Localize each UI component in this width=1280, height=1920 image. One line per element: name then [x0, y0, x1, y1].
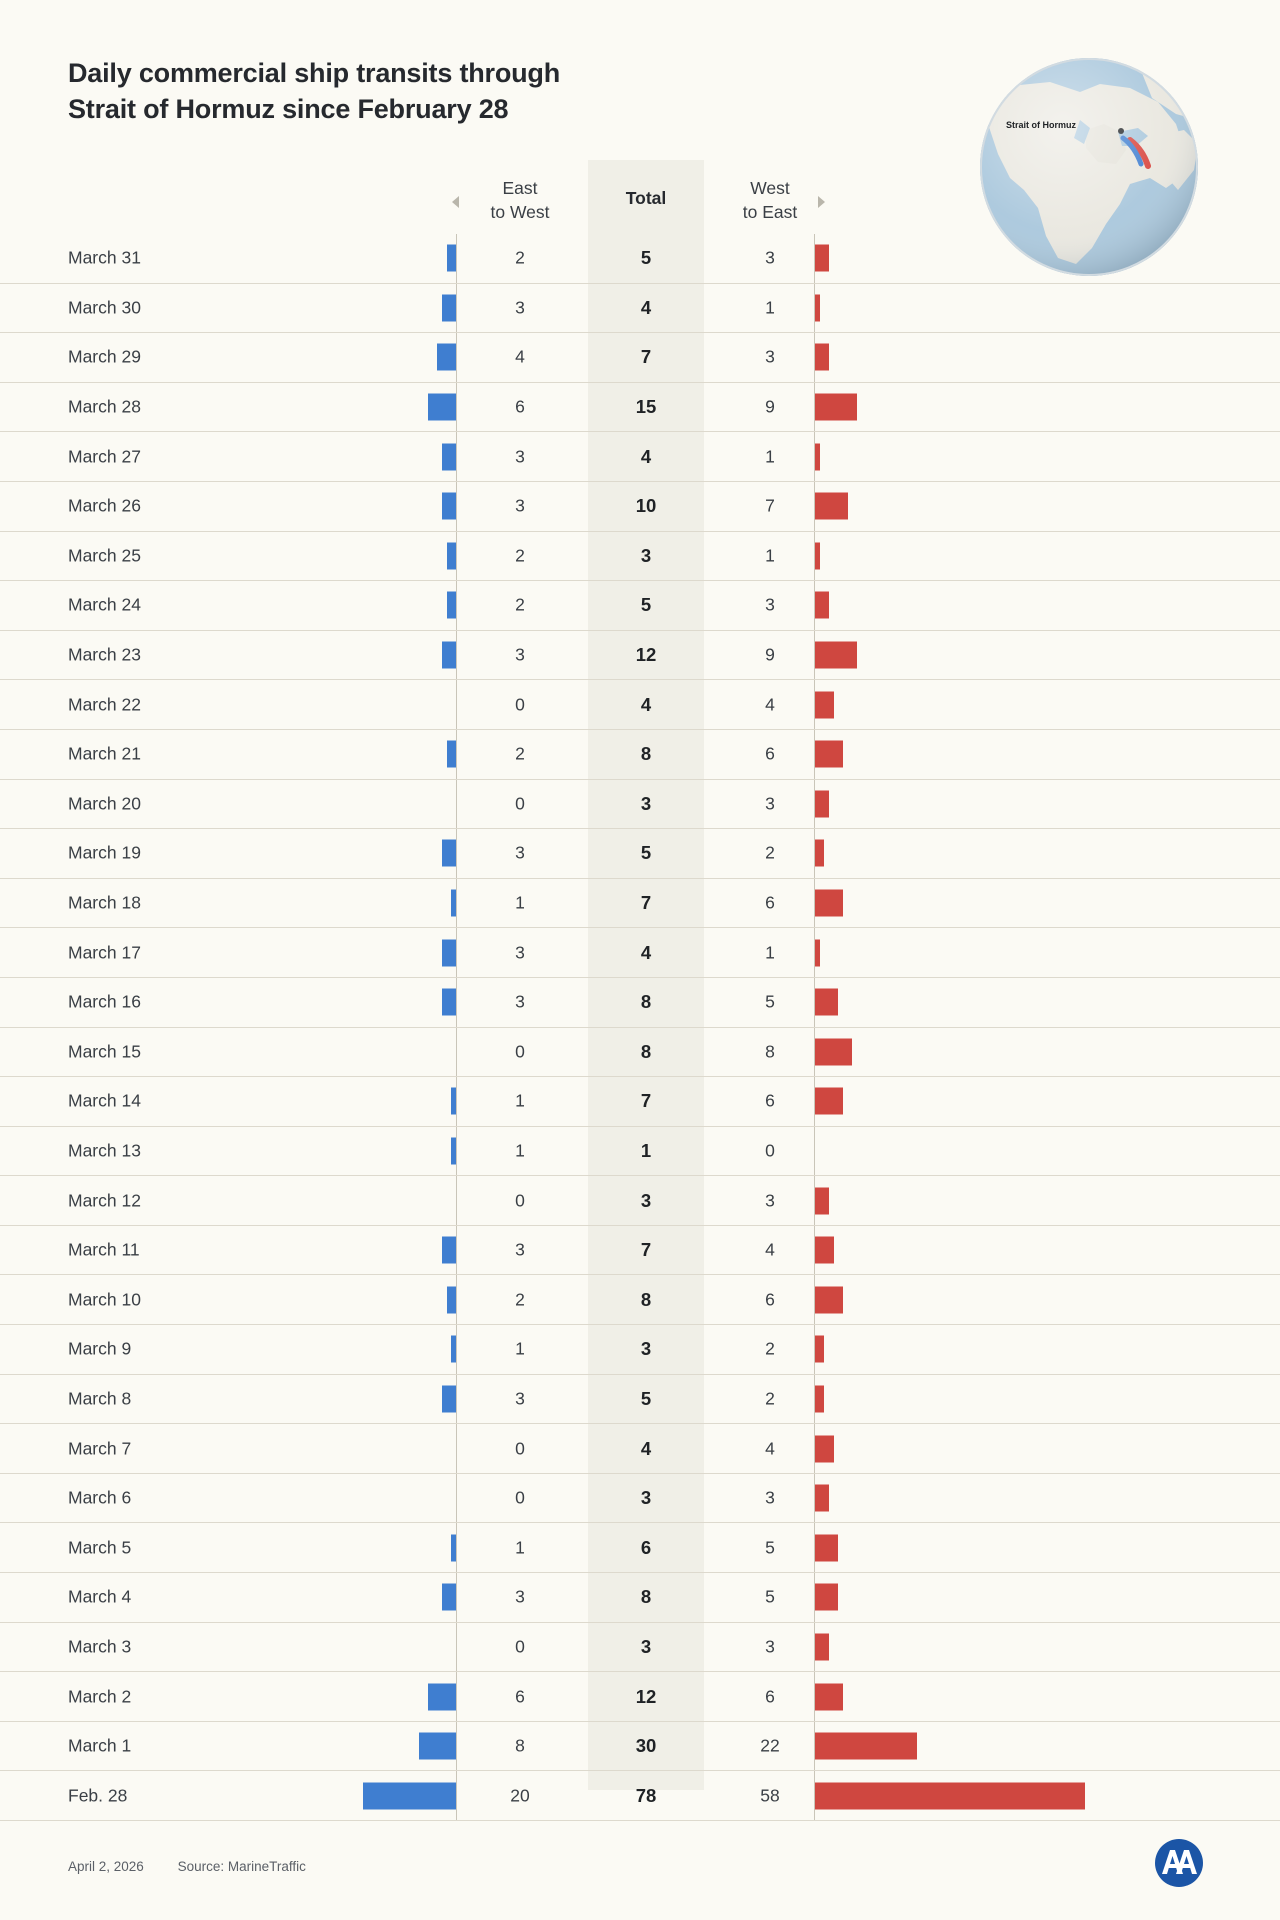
axis-line-left	[456, 1226, 457, 1275]
table-row	[0, 1722, 1280, 1772]
table-row	[0, 1523, 1280, 1573]
value-total: 8	[640, 743, 652, 765]
row-date-label: March 3	[68, 1636, 132, 1657]
aa-logo-svg	[1148, 1838, 1210, 1888]
value-east-to-west: 3	[515, 991, 525, 1012]
axis-line-left	[456, 1028, 457, 1077]
bar-east-to-west	[419, 1733, 456, 1760]
row-date-label: March 2	[68, 1686, 132, 1707]
bar-east-to-west	[442, 840, 456, 867]
value-total: 7	[640, 892, 652, 914]
title-line-1: Daily commercial ship transits through	[68, 58, 561, 88]
axis-line-left	[456, 333, 457, 382]
value-total: 12	[635, 644, 657, 666]
row-date-label: March 6	[68, 1487, 132, 1508]
value-east-to-west: 3	[515, 942, 525, 963]
bar-east-to-west	[428, 394, 456, 421]
bar-east-to-west	[442, 493, 456, 520]
table-row	[0, 879, 1280, 929]
value-west-to-east: 1	[765, 942, 775, 963]
data-table	[0, 234, 1280, 1821]
title-line-2: Strait of Hormuz since February 28	[68, 94, 509, 125]
value-east-to-west: 0	[515, 1636, 525, 1657]
bar-east-to-west	[451, 1336, 456, 1363]
bar-east-to-west	[442, 939, 456, 966]
value-total: 4	[640, 693, 652, 715]
table-row	[0, 432, 1280, 482]
value-total: 5	[640, 247, 652, 269]
value-total: 7	[640, 1239, 652, 1261]
value-east-to-west: 0	[515, 1487, 525, 1508]
value-total: 3	[640, 1487, 652, 1509]
column-headers	[0, 168, 1280, 230]
axis-line-left	[456, 1127, 457, 1176]
value-total: 3	[640, 1635, 652, 1657]
value-total: 4	[640, 296, 652, 318]
axis-line-left	[456, 1424, 457, 1473]
value-total: 4	[640, 941, 652, 963]
value-west-to-east: 5	[765, 1586, 775, 1607]
row-date-label: March 28	[68, 396, 141, 417]
table-row	[0, 1623, 1280, 1673]
table-row	[0, 1771, 1280, 1821]
value-west-to-east: 3	[765, 793, 775, 814]
axis-line-left	[456, 1275, 457, 1324]
value-east-to-west: 8	[515, 1735, 525, 1756]
value-west-to-east: 58	[760, 1785, 780, 1806]
table-row	[0, 482, 1280, 532]
row-date-label: March 7	[68, 1438, 132, 1459]
bar-east-to-west	[428, 1683, 456, 1710]
arrow-right-icon	[818, 196, 825, 208]
bar-east-to-west	[442, 642, 456, 669]
bar-east-to-west	[442, 1584, 456, 1611]
table-row	[0, 928, 1280, 978]
table-row	[0, 829, 1280, 879]
bar-east-to-west	[447, 245, 456, 272]
header-total: Total	[625, 188, 667, 208]
value-west-to-east: 5	[765, 991, 775, 1012]
value-west-to-east: 1	[765, 446, 775, 467]
value-total: 6	[640, 1536, 652, 1558]
axis-line-left	[456, 928, 457, 977]
table-row	[0, 333, 1280, 383]
table-row	[0, 1275, 1280, 1325]
row-date-label: March 30	[68, 297, 141, 318]
axis-line-left	[456, 1672, 457, 1721]
value-west-to-east: 2	[765, 1338, 775, 1359]
value-west-to-east: 6	[765, 1090, 775, 1111]
axis-line-left	[456, 978, 457, 1027]
axis-line-left	[456, 432, 457, 481]
value-west-to-east: 0	[765, 1140, 775, 1161]
value-east-to-west: 1	[515, 1338, 525, 1359]
globe-label: Strait of Hormuz	[1006, 120, 1077, 130]
value-west-to-east: 3	[765, 346, 775, 367]
row-date-label: March 27	[68, 446, 141, 467]
axis-line-left	[456, 1722, 457, 1771]
aa-logo	[1148, 1838, 1210, 1888]
table-row	[0, 581, 1280, 631]
value-east-to-west: 3	[515, 495, 525, 516]
value-west-to-east: 4	[765, 1438, 775, 1459]
arrow-left-icon	[452, 196, 459, 208]
value-west-to-east: 7	[765, 495, 775, 516]
value-east-to-west: 0	[515, 1438, 525, 1459]
bar-east-to-west	[442, 989, 456, 1016]
bar-east-to-west	[442, 443, 456, 470]
table-row	[0, 1127, 1280, 1177]
table-row	[0, 1176, 1280, 1226]
axis-line-left	[456, 730, 457, 779]
axis-line-left	[456, 1623, 457, 1672]
bar-east-to-west	[447, 1286, 456, 1313]
axis-line-left	[456, 780, 457, 829]
footer-source: Source: MarineTraffic	[177, 1859, 306, 1874]
table-row	[0, 1424, 1280, 1474]
row-date-label: Feb. 28	[68, 1785, 128, 1806]
row-date-label: March 17	[68, 942, 141, 963]
value-total: 78	[635, 1784, 657, 1806]
value-total: 12	[635, 1685, 657, 1707]
header-east-to-west	[460, 176, 580, 224]
value-east-to-west: 20	[510, 1785, 530, 1806]
axis-line-left	[456, 829, 457, 878]
axis-line-left	[456, 680, 457, 729]
value-west-to-east: 8	[765, 1041, 775, 1062]
value-west-to-east: 3	[765, 1636, 775, 1657]
axis-line-left	[456, 234, 457, 283]
value-west-to-east: 6	[765, 1289, 775, 1310]
value-east-to-west: 3	[515, 297, 525, 318]
row-date-label: March 23	[68, 644, 141, 665]
axis-line-left	[456, 1474, 457, 1523]
footer	[68, 1859, 306, 1874]
table-row	[0, 383, 1280, 433]
value-east-to-west: 6	[515, 1686, 525, 1707]
table-row	[0, 532, 1280, 582]
value-east-to-west: 1	[515, 1090, 525, 1111]
bar-east-to-west	[451, 1137, 456, 1164]
value-west-to-east: 4	[765, 1239, 775, 1260]
row-date-label: March 19	[68, 842, 141, 863]
row-date-label: March 14	[68, 1090, 141, 1111]
value-west-to-east: 2	[765, 1388, 775, 1409]
row-date-label: March 4	[68, 1586, 132, 1607]
axis-line-left	[456, 1573, 457, 1622]
value-total: 3	[640, 792, 652, 814]
value-east-to-west: 1	[515, 1140, 525, 1161]
axis-line-left	[456, 1077, 457, 1126]
value-west-to-east: 6	[765, 743, 775, 764]
value-total: 5	[640, 842, 652, 864]
bar-east-to-west	[363, 1782, 456, 1809]
value-east-to-west: 0	[515, 1041, 525, 1062]
axis-line-left	[456, 1523, 457, 1572]
value-total: 10	[635, 495, 657, 517]
axis-line-left	[456, 383, 457, 432]
bar-east-to-west	[442, 294, 456, 321]
bar-east-to-west	[451, 1534, 456, 1561]
bar-east-to-west	[447, 741, 456, 768]
value-west-to-east: 22	[760, 1735, 780, 1756]
value-east-to-west: 0	[515, 694, 525, 715]
value-total: 15	[635, 396, 657, 418]
table-row	[0, 1077, 1280, 1127]
value-total: 3	[640, 1189, 652, 1211]
axis-line-left	[456, 1771, 457, 1820]
bar-west-to-east	[815, 1782, 1085, 1809]
table-row	[0, 1226, 1280, 1276]
value-east-to-west: 2	[515, 594, 525, 615]
value-total: 30	[635, 1735, 657, 1757]
axis-line-left	[456, 1176, 457, 1225]
value-total: 7	[640, 346, 652, 368]
bar-east-to-west	[447, 542, 456, 569]
value-west-to-east: 9	[765, 396, 775, 417]
row-date-label: March 1	[68, 1735, 132, 1756]
value-east-to-west: 4	[515, 346, 525, 367]
value-west-to-east: 6	[765, 1686, 775, 1707]
header-east-to-west-line2: to West	[490, 202, 550, 223]
value-total: 8	[640, 1288, 652, 1310]
value-total: 3	[640, 544, 652, 566]
header-west-to-east	[710, 176, 830, 224]
row-date-label: March 26	[68, 495, 141, 516]
value-total: 4	[640, 445, 652, 467]
value-total: 7	[640, 1090, 652, 1112]
value-east-to-west: 2	[515, 247, 525, 268]
value-west-to-east: 1	[765, 545, 775, 566]
table-row	[0, 1474, 1280, 1524]
table-row	[0, 730, 1280, 780]
bar-east-to-west	[451, 890, 456, 917]
value-west-to-east: 2	[765, 842, 775, 863]
value-east-to-west: 6	[515, 396, 525, 417]
table-row	[0, 978, 1280, 1028]
value-east-to-west: 1	[515, 1537, 525, 1558]
table-row	[0, 234, 1280, 284]
value-total: 1	[640, 1139, 652, 1161]
header-west-to-east-line1: West	[750, 178, 790, 198]
axis-line-left	[456, 581, 457, 630]
row-date-label: March 8	[68, 1388, 132, 1409]
row-date-label: March 24	[68, 594, 141, 615]
value-east-to-west: 1	[515, 892, 525, 913]
row-date-label: March 10	[68, 1289, 141, 1310]
table-row	[0, 780, 1280, 830]
value-east-to-west: 3	[515, 1586, 525, 1607]
axis-line-left	[456, 879, 457, 928]
row-date-label: March 29	[68, 346, 141, 367]
table-row	[0, 1325, 1280, 1375]
row-date-label: March 15	[68, 1041, 141, 1062]
row-date-label: March 5	[68, 1537, 132, 1558]
value-west-to-east: 1	[765, 297, 775, 318]
bar-west-to-east	[815, 1733, 917, 1760]
value-west-to-east: 5	[765, 1537, 775, 1558]
value-total: 5	[640, 1387, 652, 1409]
value-total: 4	[640, 1437, 652, 1459]
row-date-label: March 21	[68, 743, 141, 764]
axis-line-left	[456, 1375, 457, 1424]
table-row	[0, 1573, 1280, 1623]
value-east-to-west: 3	[515, 446, 525, 467]
axis-line-left	[456, 631, 457, 680]
footer-date: April 2, 2026	[68, 1859, 144, 1874]
row-date-label: March 22	[68, 694, 141, 715]
value-total: 5	[640, 594, 652, 616]
value-total: 8	[640, 1040, 652, 1062]
row-date-label: March 18	[68, 892, 141, 913]
bar-east-to-west	[437, 344, 456, 371]
value-east-to-west: 3	[515, 644, 525, 665]
row-date-label: March 25	[68, 545, 141, 566]
row-date-label: March 20	[68, 793, 141, 814]
row-date-label: March 13	[68, 1140, 141, 1161]
table-row	[0, 631, 1280, 681]
value-total: 8	[640, 1586, 652, 1608]
table-row	[0, 1028, 1280, 1078]
table-row	[0, 1672, 1280, 1722]
value-west-to-east: 3	[765, 594, 775, 615]
value-west-to-east: 9	[765, 644, 775, 665]
axis-line-left	[456, 532, 457, 581]
table-row	[0, 680, 1280, 730]
value-west-to-east: 4	[765, 694, 775, 715]
row-date-label: March 11	[68, 1239, 140, 1260]
row-date-label: March 31	[68, 247, 141, 268]
value-east-to-west: 0	[515, 793, 525, 814]
value-east-to-west: 3	[515, 842, 525, 863]
value-east-to-west: 2	[515, 1289, 525, 1310]
value-total: 3	[640, 1338, 652, 1360]
bar-east-to-west	[447, 592, 456, 619]
table-row	[0, 284, 1280, 334]
value-east-to-west: 0	[515, 1190, 525, 1211]
axis-line-left	[456, 1325, 457, 1374]
value-west-to-east: 3	[765, 1190, 775, 1211]
table-row	[0, 1375, 1280, 1425]
value-west-to-east: 3	[765, 247, 775, 268]
bar-east-to-west	[442, 1237, 456, 1264]
value-west-to-east: 6	[765, 892, 775, 913]
value-east-to-west: 2	[515, 743, 525, 764]
value-west-to-east: 3	[765, 1487, 775, 1508]
page-title	[68, 55, 768, 127]
row-date-label: March 9	[68, 1338, 132, 1359]
value-east-to-west: 3	[515, 1239, 525, 1260]
value-east-to-west: 3	[515, 1388, 525, 1409]
axis-line-left	[456, 284, 457, 333]
row-date-label: March 12	[68, 1190, 141, 1211]
row-date-label: March 16	[68, 991, 141, 1012]
value-east-to-west: 2	[515, 545, 525, 566]
header-west-to-east-line2: to East	[742, 202, 798, 223]
axis-line-left	[456, 482, 457, 531]
bar-east-to-west	[451, 1088, 456, 1115]
value-total: 8	[640, 991, 652, 1013]
header-east-to-west-line1: East	[502, 178, 538, 198]
bar-east-to-west	[442, 1385, 456, 1412]
